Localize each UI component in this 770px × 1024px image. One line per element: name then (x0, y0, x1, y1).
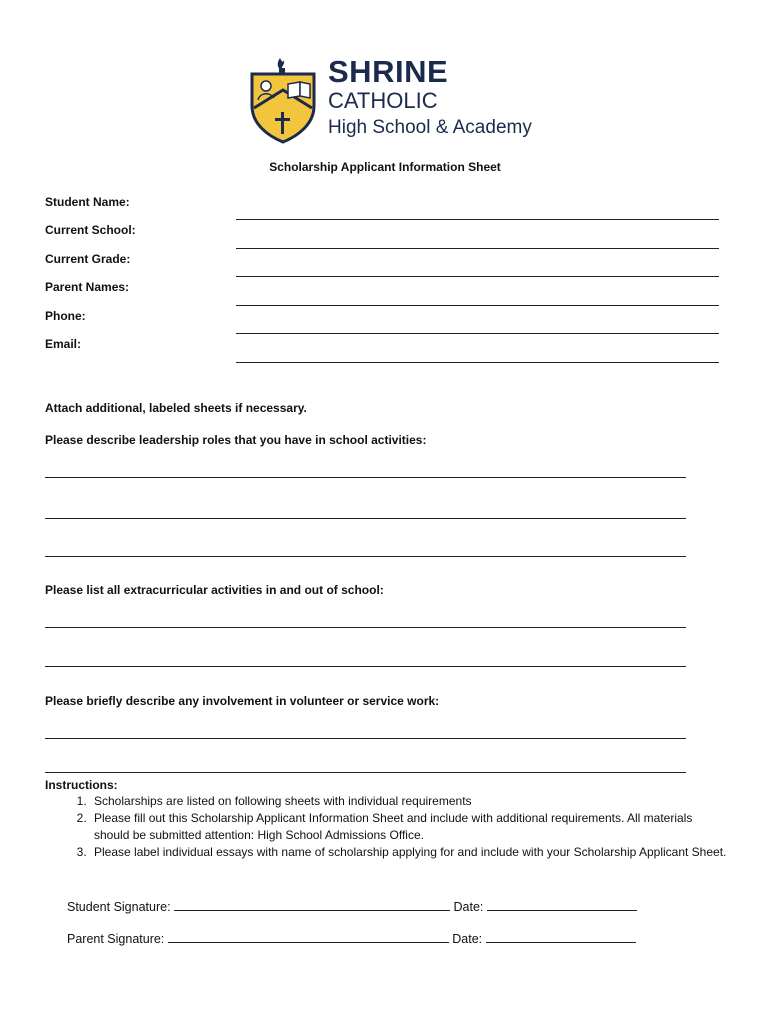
extracurricular-question: Please list all extracurricular activities in and out of school: (45, 583, 384, 597)
current-grade-label: Current Grade: (45, 252, 131, 266)
parent-names-label: Parent Names: (45, 280, 130, 294)
student-date-line[interactable] (487, 899, 637, 911)
parent-date-label: Date: (452, 932, 483, 946)
student-signature-label: Student Signature: (67, 900, 171, 914)
instruction-item: 3. Please label individual essays with name of scholarship applying for and include with your Scholarship Applicant Sheet. (90, 844, 730, 861)
leadership-answer-line[interactable] (45, 518, 686, 519)
student-name-label: Student Name: (45, 195, 130, 209)
attach-note: Attach additional, labeled sheets if necessary. (45, 401, 307, 415)
student-name-line[interactable] (236, 219, 719, 220)
instruction-item: 1. Scholarships are listed on following sheets with individual requirements (90, 793, 730, 810)
current-school-line[interactable] (236, 248, 719, 249)
logo-line-catholic: CATHOLIC (328, 88, 438, 113)
school-logo (248, 54, 532, 146)
parent-signature-row (67, 931, 636, 946)
student-date-label: Date: (453, 900, 484, 914)
volunteer-question: Please briefly describe any involvement in volunteer or service work: (45, 694, 440, 708)
student-signature-line[interactable] (174, 899, 450, 911)
instruction-item: 2. Please fill out this Scholarship Applicant Information Sheet and include with additional requirements. All materials should be submitted attention: High School Admissions Office. (90, 810, 730, 844)
phone-line[interactable] (236, 333, 719, 334)
parent-signature-line[interactable] (168, 931, 449, 943)
extracurricular-answer-line[interactable] (45, 627, 686, 628)
instructions-list (45, 793, 730, 861)
volunteer-answer-line[interactable] (45, 738, 686, 739)
email-line[interactable] (236, 362, 719, 363)
student-signature-row (67, 899, 637, 914)
extracurricular-answer-line[interactable] (45, 666, 686, 667)
leadership-answer-line[interactable] (45, 477, 686, 478)
current-grade-line[interactable] (236, 276, 719, 277)
parent-date-line[interactable] (486, 931, 636, 943)
current-school-label: Current School: (45, 223, 136, 237)
phone-label: Phone: (45, 309, 86, 323)
email-label: Email: (45, 337, 82, 351)
school-crest-icon (248, 56, 318, 146)
page-title: Scholarship Applicant Information Sheet (269, 160, 501, 174)
instructions-heading: Instructions: (45, 778, 118, 792)
leadership-answer-line[interactable] (45, 556, 686, 557)
logo-line-shrine: SHRINE (328, 54, 449, 89)
leadership-question: Please describe leadership roles that you have in school activities: (45, 433, 427, 447)
logo-line-academy: High School & Academy (328, 117, 532, 138)
parent-signature-label: Parent Signature: (67, 932, 165, 946)
parent-names-line[interactable] (236, 305, 719, 306)
volunteer-answer-line[interactable] (45, 772, 686, 773)
